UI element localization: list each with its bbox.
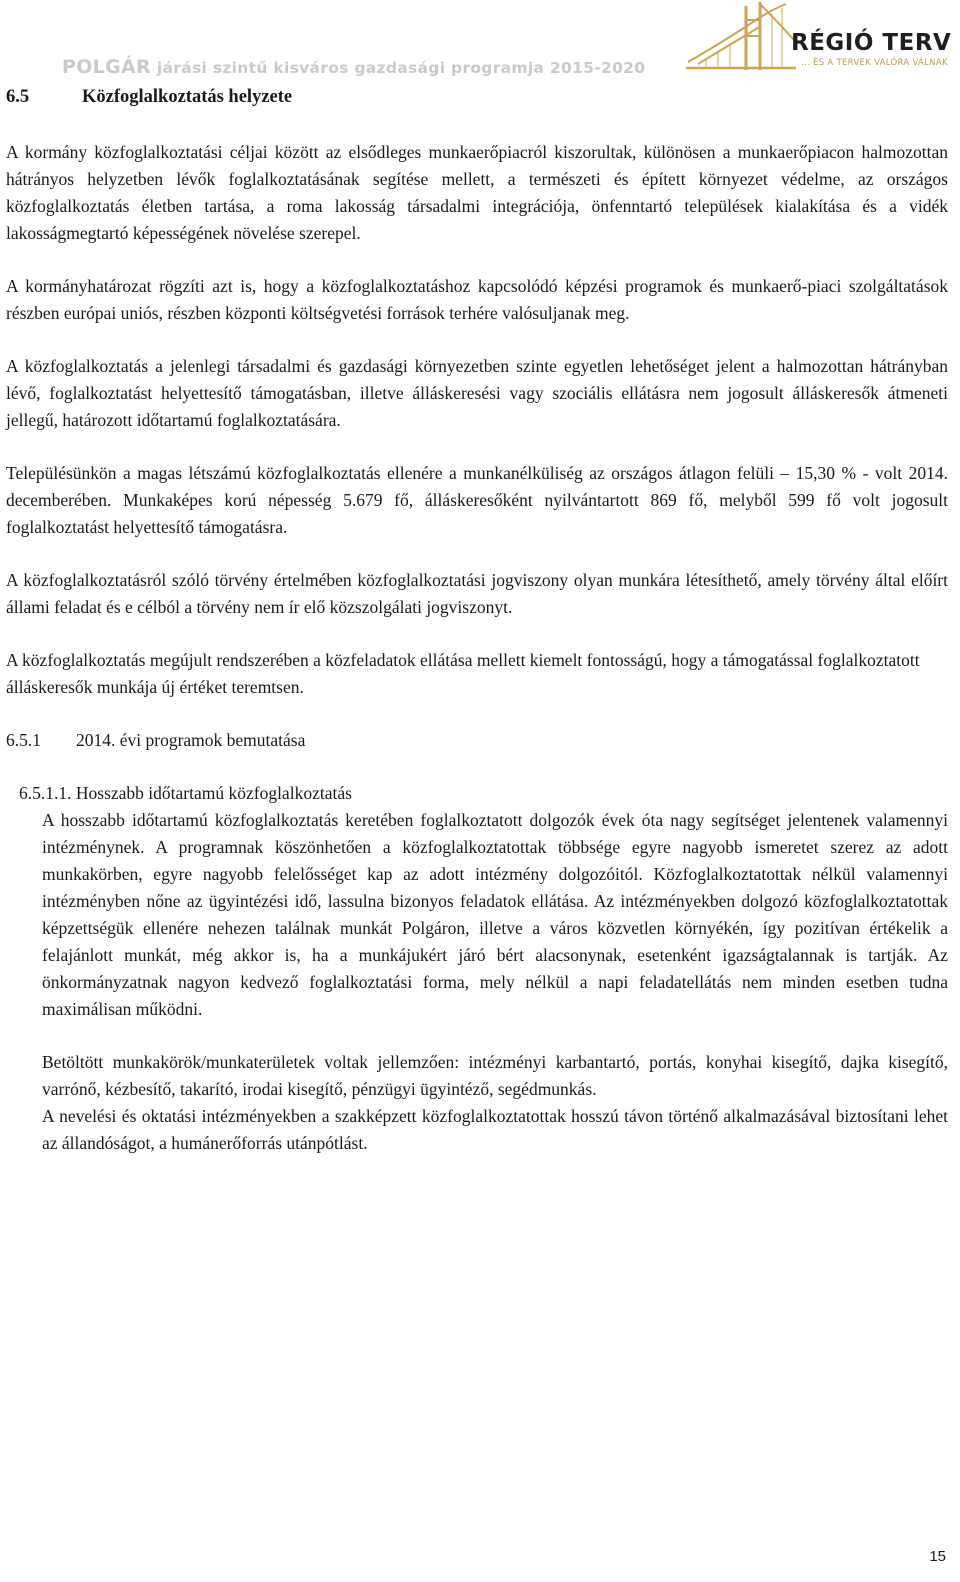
header-title-town: POLGÁR xyxy=(62,56,151,78)
subsection-heading xyxy=(6,727,948,754)
paragraph: A kormányhatározat rögzíti azt is, hogy a közfoglalkoztatáshoz kapcsolódó képzési programok és munkaerő-piaci szolgáltatások részben európai uniós, részben központi költségvetési források terhére valósuljanak meg. xyxy=(6,276,948,323)
paragraph: Betöltött munkakörök/munkaterületek voltak jellemzően: intézményi karbantartó, portás, konyhai kisegítő, dajka kisegítő, varrónő, kézbesítő, takarító, irodai kisegítő, pénzügyi ügyintéző, segédmunkás. xyxy=(42,1052,948,1099)
subsubsection-heading xyxy=(6,780,948,807)
page-number: 15 xyxy=(929,1548,946,1565)
paragraph: A kormány közfoglalkoztatási céljai között az elsődleges munkaerőpiacról kiszorultak, különösen a munkaerőpiacon halmozottan hátrányos helyzetben lévők foglalkoztatásának segítése mellett, a természeti és épített környezet védelme, az országos közfoglalkoztatás életben tartása, a roma lakosság társadalmi integrációja, önfenntartó települések kialakítása és a vidék lakosságmegtartó képességének növelése szerepel. xyxy=(6,142,948,243)
indented-block xyxy=(6,807,948,1157)
paragraph: A közfoglalkoztatás megújult rendszerében a közfeladatok ellátása mellett kiemelt fontosságú, hogy a támogatással foglalkoztatott álláskeresők munkája új értéket teremtsen. xyxy=(6,650,920,697)
section-number: 6.5 xyxy=(6,87,30,107)
paragraph: A hosszabb időtartamú közfoglalkoztatás keretében foglalkoztatott dolgozók évek óta nagy segítséget jelentenek valamennyi intézménynek. A programnak köszönhetően a közfoglalkoztatottak többsége egyre nagyobb ismeretet szerez az adott munkakörben, egyre nagyobb felelősséget kap az adott intézmény dolgozóitól. Közfoglalkoztatottak nélkül valamennyi intézményben nőne az ügyintézési idő, lassulna bizonyos feladatok ellátása. Az intézményekben dolgozó közfoglalkoztatottak képzettségük ellenére nehezen találnak munkát Polgáron, illetve a város közvetlen környékén, így pozitívan értékelik a felajánlott munkát, még akkor is, ha a munkájukért járó bért alacsonynak, esetenként igazságtalannak is tartják. Az önkormányzatnak nagyon kedvező foglalkoztatási forma, mely nélkül a napi feladatellátás nem minden esetben tudna maximálisan működni. xyxy=(42,810,948,1019)
paragraph: A közfoglalkoztatás a jelenlegi társadalmi és gazdasági környezetben szinte egyetlen lehetőséget jelent a halmozottan hátrányban lévő, foglalkoztatást helyettesítő támogatásban, illetve álláskeresési vagy szociális ellátásra nem jogosult álláskeresők átmeneti jellegű, határozott időtartamú foglalkoztatására. xyxy=(6,356,948,430)
logo-name: RÉGIÓ TERV xyxy=(791,30,952,56)
paragraph: A nevelési és oktatási intézményekben a szakképzett közfoglalkoztatottak hosszú távon történő alkalmazásával biztosítani lehet az állandóságot, a humánerőforrás utánpótlást. xyxy=(42,1106,948,1153)
subsubsection-number: 6.5.1.1. xyxy=(19,783,72,803)
logo-tagline: ... ÉS A TERVEK VALÓRA VÁLNAK xyxy=(801,58,948,68)
section-title: Közfoglalkoztatás helyzete xyxy=(82,87,293,107)
document-body xyxy=(6,84,948,1157)
subsection-title: 2014. évi programok bemutatása xyxy=(76,730,306,750)
header-title-subtitle: járási szintű kisváros gazdasági programja 2015-2020 xyxy=(156,59,646,77)
header-title xyxy=(62,56,645,78)
page-header xyxy=(0,0,960,80)
regio-terv-logo xyxy=(686,0,960,80)
subsection-number: 6.5.1 xyxy=(6,730,41,750)
subsubsection-title: Hosszabb időtartamú közfoglalkoztatás xyxy=(75,783,352,803)
paragraph: A közfoglalkoztatásról szóló törvény értelmében közfoglalkoztatási jogviszony olyan munkára létesíthető, amely törvény által előírt állami feladat és e célból a törvény nem ír elő közszolgálati jogviszonyt. xyxy=(6,570,948,617)
paragraph: Településünkön a magas létszámú közfoglalkoztatás ellenére a munkanélküliség az országos átlagon felüli – 15,30 % - volt 2014. decemberében. Munkaképes korú népesség 5.679 fő, álláskeresőként nyilvántartott 869 fő, melyből 599 fő volt jogosult foglalkoztatást helyettesítő támogatásra. xyxy=(6,463,948,537)
section-heading xyxy=(6,84,948,111)
